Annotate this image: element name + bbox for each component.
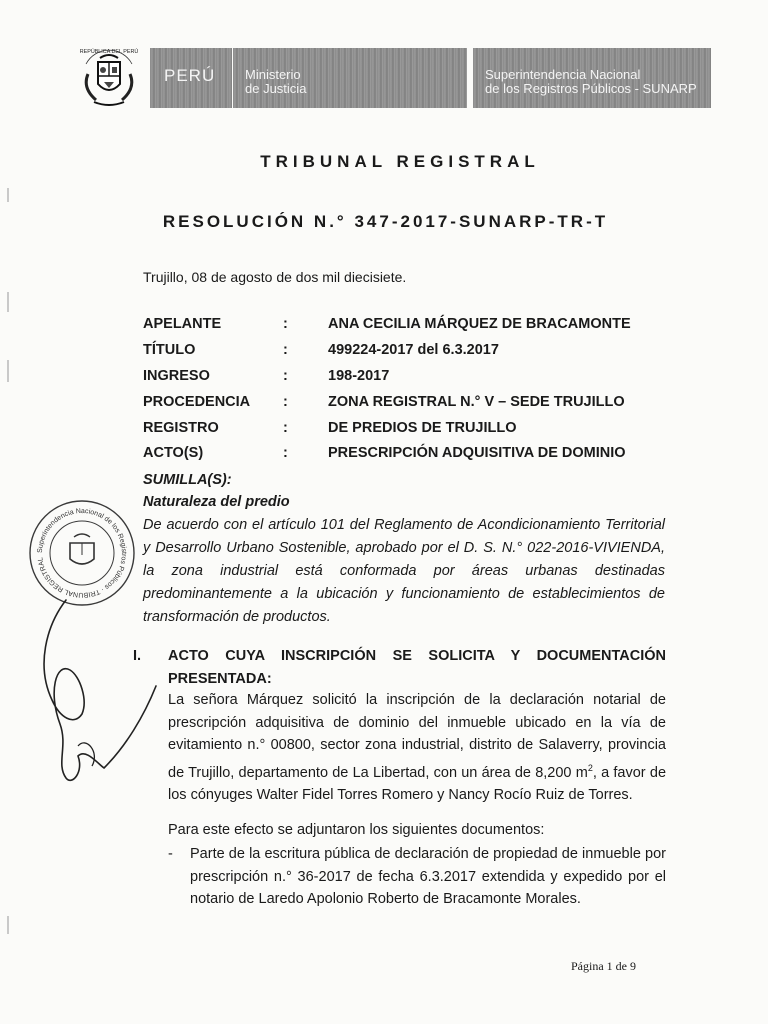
sunarp-line-2: de los Registros Públicos - SUNARP xyxy=(485,81,697,96)
ministry-banner xyxy=(233,48,467,108)
area-superscript: 2 xyxy=(587,762,593,773)
resolution-number: RESOLUCIÓN N.° 347-2017-SUNARP-TR-T xyxy=(162,212,609,231)
svg-text:Superintendencia Nacional de l: Superintendencia Nacional de los Registros Públicos · TRIBUNAL REGISTRAL xyxy=(36,507,128,599)
page-number: Página 1 de 9 xyxy=(571,959,636,973)
field-value: ZONA REGISTRAL N.° V – SEDE TRUJILLO xyxy=(328,394,625,410)
section-number: I. xyxy=(133,648,142,664)
svg-text:REPÚBLICA DEL PERÚ: REPÚBLICA DEL PERÚ xyxy=(79,49,139,55)
scan-mark xyxy=(7,188,9,202)
date-line: Trujillo, 08 de agosto de dos mil diecisiete. xyxy=(143,269,407,285)
field-value: PRESCRIPCIÓN ADQUISITIVA DE DOMINIO xyxy=(328,445,626,461)
scan-mark xyxy=(7,292,9,312)
field-label: APELANTE xyxy=(143,316,222,332)
paragraph-text: La señora Márquez solicitó la inscripción de la declaración notarial de prescripción adquisitiva de dominio del inmueble ubicado en la vía de evitamiento n.° 00800, sector zona industrial, distrito de Salaverry, provincia de Trujillo, departamento de La Libertad, con un área de 8,200 m xyxy=(168,692,666,781)
field-value: ANA CECILIA MÁRQUEZ DE BRACAMONTE xyxy=(328,316,631,332)
field-colon: : xyxy=(283,394,288,410)
section-paragraph xyxy=(168,689,666,806)
peru-label: PERÚ xyxy=(164,66,216,85)
coat-of-arms-icon xyxy=(78,44,140,110)
section-title: ACTO CUYA INSCRIPCIÓN SE SOLICITA Y DOCUMENTACIÓN PRESENTADA: xyxy=(168,648,666,687)
sumilla-heading: Naturaleza del predio xyxy=(143,494,290,510)
field-label: REGISTRO xyxy=(143,420,219,436)
signature-icon xyxy=(26,596,166,786)
field-colon: : xyxy=(283,420,288,436)
scan-mark xyxy=(7,360,9,382)
field-label: PROCEDENCIA xyxy=(143,394,251,410)
ministry-line-2: de Justicia xyxy=(245,81,307,96)
field-value: 198-2017 xyxy=(328,368,390,384)
field-label: TÍTULO xyxy=(143,342,196,358)
ministry-line-1: Ministerio xyxy=(245,67,301,82)
sunarp-line-1: Superintendencia Nacional xyxy=(485,67,641,82)
field-value: DE PREDIOS DE TRUJILLO xyxy=(328,420,517,436)
official-seal-icon xyxy=(26,497,138,609)
documents-intro: Para este efecto se adjuntaron los siguientes documentos: xyxy=(168,822,545,838)
field-colon: : xyxy=(283,445,288,461)
peru-banner xyxy=(150,48,232,108)
sunarp-banner xyxy=(473,48,711,108)
field-label: INGRESO xyxy=(143,368,210,384)
paragraph-text-cont: , a favor de los cónyuges Walter Fidel Torres Romero y Nancy Rocío Ruiz de Torres. xyxy=(168,764,667,803)
field-value: 499224-2017 del 6.3.2017 xyxy=(328,342,499,358)
field-label: ACTO(S) xyxy=(143,445,204,461)
document-bullet: Parte de la escritura pública de declaración de propiedad de inmueble por prescripción n.° 36-2017 de fecha 6.3.2017 extendida y expedido por el notario de Laredo Apolonio Roberto de Bracamonte Morales. xyxy=(190,846,666,907)
scan-mark xyxy=(7,916,9,934)
sumilla-label: SUMILLA(S): xyxy=(143,472,232,488)
sumilla-text: De acuerdo con el artículo 101 del Reglamento de Acondicionamiento Territorial y Desarrollo Urbano Sostenible, aprobado por el D. S. N.° 022-2016-VIVIENDA, la zona industrial está conformada por áreas urbanas destinadas predominantemente a la ubicación y funcionamiento de establecimientos de transformación de productos. xyxy=(143,517,665,625)
field-colon: : xyxy=(283,342,288,358)
page-title: TRIBUNAL REGISTRAL xyxy=(260,152,540,171)
field-colon: : xyxy=(283,316,288,332)
bullet-marker: - xyxy=(168,846,173,862)
field-colon: : xyxy=(283,368,288,384)
